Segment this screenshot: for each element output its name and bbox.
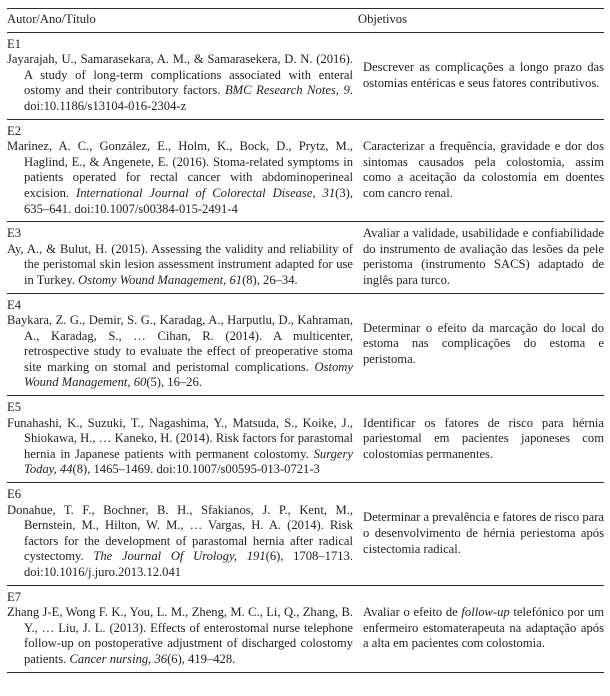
objective-text: Avaliar a validade, usabilidade e confiabilidade do instrumento de avaliação das lesões da pele peristoma (instrumento SACS) adaptado de inglês para turco. bbox=[363, 226, 604, 287]
reference-text: Jayarajah, U., Samarasekara, A. M., & Samarasekera, D. N. (2016). A study of long-term complications associated with enteral ostomy and their contributory factors. BMC Research Notes, 9. doi:10.1186/s13104-016-2304-z bbox=[7, 52, 353, 113]
column-header-autor-ano-titulo: Autor/Ano/Título bbox=[7, 12, 96, 26]
table-row-e7 bbox=[7, 586, 604, 673]
reference-cell bbox=[7, 124, 353, 218]
reference-cell bbox=[7, 400, 353, 478]
reference-cell bbox=[7, 226, 353, 288]
entry-id: E6 bbox=[7, 487, 21, 502]
entry-id: E2 bbox=[7, 123, 21, 138]
objective-text: Determinar a prevalência e fatores de risco para o desenvolvimento de hérnia periestoma após cistectomia radical. bbox=[363, 510, 604, 556]
reference-text: Ay, A., & Bulut, H. (2015). Assessing the validity and reliability of the peristomal skin lesion assessment instrument adapted for use in Turkey. Ostomy Wound Management, 61(8), 26–34. bbox=[7, 241, 353, 287]
entry-id: E7 bbox=[7, 589, 21, 604]
reference-text: Funahashi, K., Suzuki, T., Nagashima, Y., Matsuda, S., Koike, J., Shiokawa, H., … Kaneko, H. (2014). Risk factors for parastomal hernia in Japanese patients with permanent colostomy. Surgery Today, 44(8), 1465–1469. doi:10.1007/s00595-013-0721-3 bbox=[7, 415, 353, 477]
table-row-e3 bbox=[7, 222, 604, 293]
reference-cell bbox=[7, 37, 353, 115]
objective-text: Caracterizar a frequência, gravidade e dor dos sintomas causados pela colostomia, assim como a aceitação da colostomia em doentes com cancro renal. bbox=[363, 139, 604, 200]
objective-text: Identificar os fatores de risco para hérnia pariestomal em pacientes japoneses com colostomias permanentes. bbox=[363, 415, 604, 461]
reference-text: Zhang J-E, Wong F. K., You, L. M., Zheng, M. C., Li, Q., Zhang, B. Y., … Liu, J. L. (2013). Effects of enterostomal nurse telephone follow-up on postoperative adjustment of discharged colostomy patients. Cancer nursing, 36(6), 419–428. bbox=[7, 605, 353, 666]
column-header-objetivos: Objetivos bbox=[358, 12, 407, 26]
literature-review-table bbox=[7, 8, 604, 673]
reference-cell bbox=[7, 487, 353, 581]
objective-text: Descrever as complicações a longo prazo das ostomias entéricas e seus fatores contributivos. bbox=[363, 59, 604, 90]
table-row-e6 bbox=[7, 483, 604, 586]
reference-text: Donahue, T. F., Bochner, B. H., Sfakianos, J. P., Kent, M., Bernstein, M., Hilton, W. M., … Vargas, H. A. (2014). Risk factors for the development of parastomal hernia after radical cystectomy. The Journal Of Urology, 191(6), 1708–1713. doi:10.1016/j.juro.2013.12.041 bbox=[7, 502, 353, 579]
table-row-e4 bbox=[7, 294, 604, 397]
table-row-e5 bbox=[7, 396, 604, 483]
reference-text: Baykara, Z. G., Demir, S. G., Karadag, A., Harputlu, D., Kahraman, A., Karadag, S., … Cihan, R. (2014). A multicenter, retrospective study to evaluate the effect of preoperative stoma site marking on stomal and peristomal complications. Ostomy Wound Management, 60(5), 16–26. bbox=[7, 313, 353, 390]
reference-cell bbox=[7, 590, 353, 668]
entry-id: E5 bbox=[7, 400, 21, 415]
reference-text: Marinez, A. C., González, E., Holm, K., Bock, D., Prytz, M., Haglind, E., & Angenete, E. (2016). Stoma-related symptoms in patients operated for rectal cancer with abdominoperineal excision. International Journal of Colorectal Disease, 31(3), 635–641. doi:10.1007/s00384-015-2491-4 bbox=[7, 139, 353, 216]
entry-id: E3 bbox=[7, 226, 21, 241]
reference-cell bbox=[7, 298, 353, 392]
table-row-e1 bbox=[7, 33, 604, 120]
objective-text: Determinar o efeito da marcação do local do estoma nas complicações do estoma e peristoma. bbox=[363, 320, 604, 367]
table-row-e2 bbox=[7, 120, 604, 223]
entry-id: E4 bbox=[7, 297, 21, 312]
objective-text: Avaliar o efeito de follow-up telefónico por um enfermeiro estomaterapeuta na adaptação após a alta em pacientes com colostomia. bbox=[363, 605, 604, 651]
table-header-row bbox=[7, 8, 604, 33]
entry-id: E1 bbox=[7, 36, 21, 51]
